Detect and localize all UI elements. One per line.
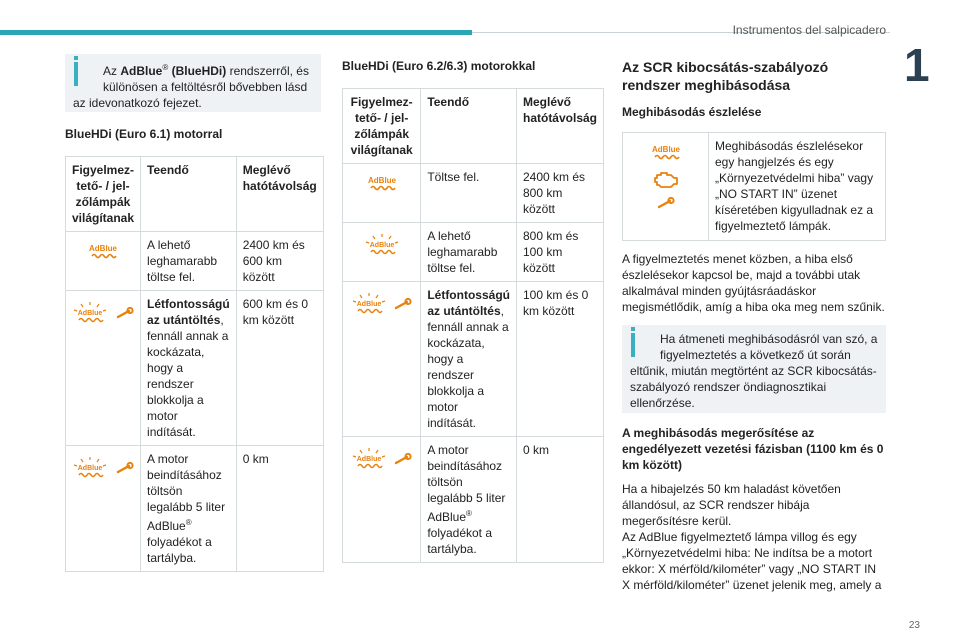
info-note [65,54,321,112]
page-number: 23 [908,620,920,631]
action-cell: Létfontosságú az utántöltés, fennáll annak a kockázata, hogy a rendszer blokkolja a motor indítását. [141,291,237,446]
column-2 [342,54,604,563]
table-euro61 [65,156,324,572]
table-header: Figyelmez-tető- / jel-zőlámpák világítanak [66,157,141,232]
chapter-number: 1 [904,39,930,91]
table-header-row [66,157,324,232]
wrench-icon [394,453,412,465]
column-1 [65,54,321,572]
paragraph: Az AdBlue figyelmeztető lámpa villog és egy „Környezetvédelmi hiba: Ne indítsa be a motort ekkor: X mérföld/kilométer” vagy „NO START IN X mérföld/kilométer” üzenet jelenik meg, amely a [622,530,882,592]
engine-check-icon [652,169,680,189]
range-cell: 600 km és 0 km között [236,291,323,446]
paragraph: A figyelmeztetés menet közben, a hiba első észlelésekor kapcsol be, majd a további utak alkalmával minden gyújtásráadáskor megismétlődik, amíg a hiba oka meg nem szűnik. [622,252,885,314]
table-header-row [343,89,604,164]
action-cell: Létfontosságú az utántöltés, fennáll annak a kockázata, hogy a rendszer blokkolja a motor indítását. [421,282,517,437]
table-row [66,232,324,291]
wrench-icon [657,197,675,209]
paragraph: Ha a hibajelzés 50 km haladást követően állandósul, az SCR rendszer hibája megerősítésre kerül. [622,482,841,528]
wrench-icon [116,307,134,319]
action-cell: A motor beindításához töltsön legalább 5 liter AdBlue® folyadékot a tartályba. [421,437,517,563]
info-text: Ha átmeneti meghibásodásról van szó, a figyelmeztetés a következő út során eltűnik, miután megtörtént az SCR kibocsátás-szabályozó rendszer öndiagnosztikai ellenőrzése. [630,332,878,410]
adblue-flashing-icon [351,292,387,316]
table-row [66,446,324,572]
svg-text:AdBlue: AdBlue [369,242,394,249]
info-text: Az AdBlue® (BlueHDi) rendszerről, és különösen a feltöltésről bővebben lásd az idevonatkozó fejezet. [73,63,309,110]
detect-heading: Meghibásodás észlelése [622,105,762,119]
table-header: Figyelmez-tető- / jel-zőlámpák világítanak [343,89,421,164]
detect-table [622,132,886,241]
adblue-flashing-icon [351,447,387,471]
adblue-icon [649,143,683,163]
range-cell: 800 km és 100 km között [516,223,603,282]
table-row [623,133,886,241]
action-cell: A motor beindításához töltsön legalább 5 liter AdBlue® folyadékot a tartályba. [141,446,237,572]
action-cell: Töltse fel. [421,164,517,223]
table-header: Teendő [141,157,237,232]
adblue-flashing-icon [72,456,108,480]
adblue-flashing-icon [364,233,400,257]
info-icon [631,333,635,357]
table-header: Meglévő hatótávolság [236,157,323,232]
svg-text:AdBlue: AdBlue [89,244,118,253]
svg-text:AdBlue: AdBlue [651,145,680,154]
wrench-icon [116,462,134,474]
range-cell: 2400 km és 800 km között [516,164,603,223]
table-header: Teendő [421,89,517,164]
adblue-icon [365,174,399,194]
column-3 [622,54,886,593]
section-heading-euro62: BlueHDi (Euro 6.2/6.3) motorokkal [342,59,536,73]
range-cell: 2400 km és 600 km között [236,232,323,291]
header-accent-bar [0,30,472,35]
table-row [66,291,324,446]
range-cell: 100 km és 0 km között [516,282,603,437]
range-cell: 0 km [516,437,603,563]
svg-text:AdBlue: AdBlue [78,310,103,317]
info-icon [74,62,78,86]
table-row [343,164,604,223]
table-row [343,282,604,437]
detect-description: Meghibásodás észlelésekor egy hangjelzés és egy „Környezetvédelmi hiba” vagy „NO START IN” üzenet kíséretében kigyulladnak ez a figyelmeztető lámpák. [709,133,886,241]
table-row [343,437,604,563]
svg-text:AdBlue: AdBlue [367,176,396,185]
wrench-icon [394,298,412,310]
svg-text:AdBlue: AdBlue [356,301,382,308]
adblue-icon [86,242,120,262]
section-title: Instrumentos del salpicadero [732,23,886,37]
confirm-heading: A meghibásodás megerősítése az engedélyezett vezetési fázisban (1100 km és 0 km között) [622,426,884,472]
table-row [343,223,604,282]
table-header: Meglévő hatótávolság [516,89,603,164]
adblue-flashing-icon [72,301,108,325]
table-euro62 [342,88,604,563]
svg-text:AdBlue: AdBlue [356,456,382,463]
info-note [622,325,886,413]
action-cell: A lehető leghamarabb töltse fel. [141,232,237,291]
action-cell: A lehető leghamarabb töltse fel. [421,223,517,282]
range-cell: 0 km [236,446,323,572]
scr-fault-title: Az SCR kibocsátás-szabályozó rendszer meghibásodása [622,59,829,93]
section-heading-euro61: BlueHDi (Euro 6.1) motorral [65,127,223,141]
svg-text:AdBlue: AdBlue [78,465,103,472]
